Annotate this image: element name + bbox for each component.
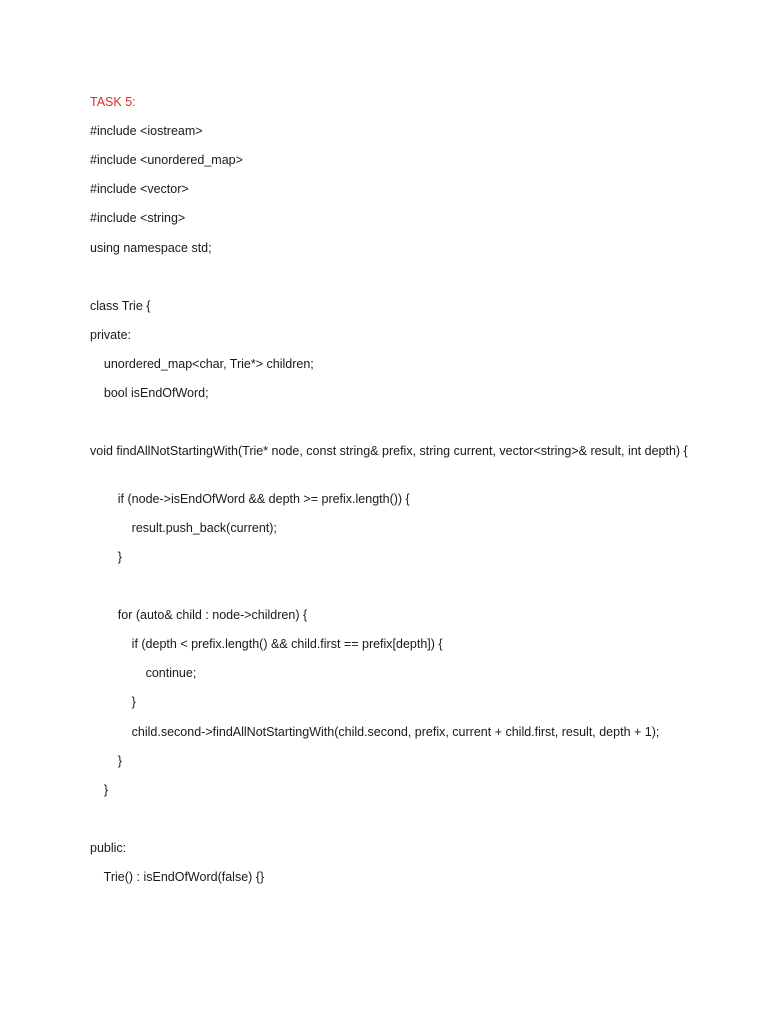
code-line-find-all-signature: void findAllNotStartingWith(Trie* node, const string& prefix, string current, vector<string>& result, int depth) {	[90, 444, 688, 458]
code-line-recursive-call: child.second->findAllNotStartingWith(child.second, prefix, current + child.first, result, depth + 1);	[90, 725, 660, 739]
code-line-constructor: Trie() : isEndOfWord(false) {}	[90, 870, 265, 884]
code-line-include-vector: #include <vector>	[90, 182, 189, 196]
code-line-push-back: result.push_back(current);	[90, 521, 277, 535]
code-line-private: private:	[90, 328, 131, 342]
code-line-continue: continue;	[90, 666, 197, 680]
code-line-include-unordered-map: #include <unordered_map>	[90, 153, 243, 167]
code-line-close-if: }	[90, 550, 122, 564]
code-line-include-string: #include <string>	[90, 211, 186, 225]
code-line-close-inner-if: }	[90, 695, 136, 709]
code-line-close-method: }	[90, 783, 109, 797]
code-line-using-namespace: using namespace std;	[90, 241, 212, 255]
code-line-public: public:	[90, 841, 127, 855]
code-line-close-for: }	[90, 754, 122, 768]
code-line-for-children: for (auto& child : node->children) {	[90, 608, 308, 622]
task-heading: TASK 5:	[90, 95, 136, 109]
code-line-include-iostream: #include <iostream>	[90, 124, 203, 138]
code-line-is-end-of-word-member: bool isEndOfWord;	[90, 386, 209, 400]
code-line-if-end-of-word: if (node->isEndOfWord && depth >= prefix.length()) {	[90, 492, 410, 506]
code-line-if-depth: if (depth < prefix.length() && child.first == prefix[depth]) {	[90, 637, 443, 651]
code-line-children-member: unordered_map<char, Trie*> children;	[90, 357, 314, 371]
code-line-class-trie: class Trie {	[90, 299, 151, 313]
